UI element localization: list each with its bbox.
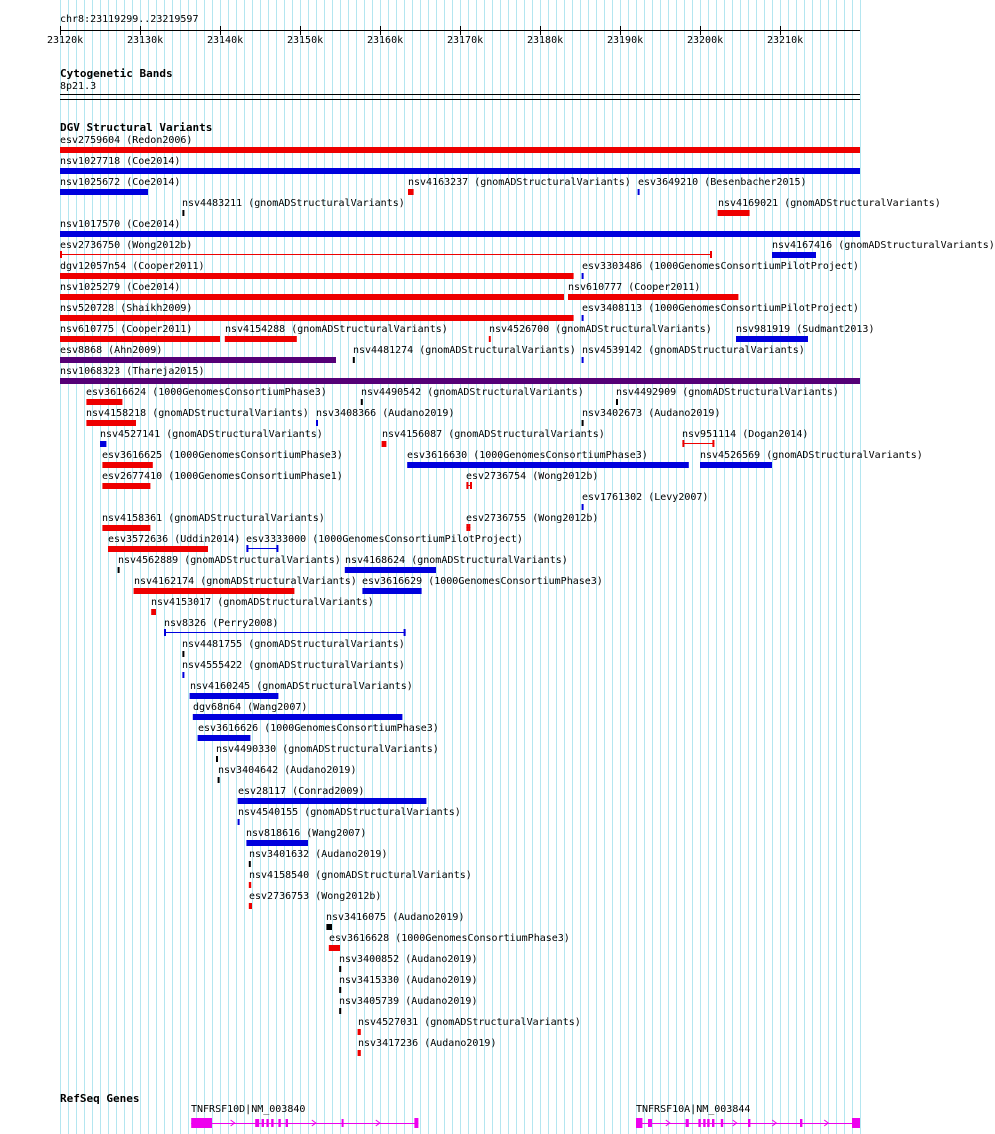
variant-connector[interactable] (164, 632, 406, 633)
variant-bar[interactable] (225, 336, 297, 342)
variant-bar[interactable] (60, 357, 336, 363)
variant-label[interactable]: esv2736755 (Wong2012b) (466, 513, 599, 524)
variant-label[interactable]: nsv4527141 (gnomADStructuralVariants) (100, 429, 323, 440)
variant-end-cap[interactable] (276, 545, 278, 552)
variant-bar[interactable] (102, 462, 152, 468)
variant-label[interactable]: esv3616624 (1000GenomesConsortiumPhase3) (86, 387, 327, 398)
variant-end-cap[interactable] (470, 482, 472, 489)
variant-label[interactable]: nsv951114 (Dogan2014) (682, 429, 809, 440)
variant-label[interactable]: nsv4483211 (gnomADStructuralVariants) (182, 198, 405, 209)
ruler-tick (60, 26, 61, 35)
ruler-tick (540, 26, 541, 35)
cytoband-track-title[interactable]: Cytogenetic Bands (60, 67, 173, 80)
gene-exon[interactable] (748, 1119, 750, 1127)
gene-exon[interactable] (648, 1119, 652, 1127)
variant-label[interactable]: nsv4158361 (gnomADStructuralVariants) (102, 513, 325, 524)
variant-label[interactable]: nsv4158218 (gnomADStructuralVariants) (86, 408, 309, 419)
variant-bar[interactable] (182, 672, 184, 678)
gene-exon[interactable] (255, 1119, 259, 1127)
gene-exon[interactable] (721, 1119, 723, 1127)
variant-bar[interactable] (339, 1008, 341, 1014)
variant-end-cap[interactable] (468, 524, 470, 531)
variant-label[interactable]: nsv4162174 (gnomADStructuralVariants) (134, 576, 357, 587)
ruler-tick (380, 26, 381, 35)
variant-bar[interactable] (182, 210, 184, 216)
variant-label[interactable]: nsv4481755 (gnomADStructuralVariants) (182, 639, 405, 650)
variant-label[interactable]: nsv3416075 (Audano2019) (326, 912, 465, 923)
cytoband-line-top (60, 94, 860, 95)
variant-label[interactable]: nsv8326 (Perry2008) (164, 618, 279, 629)
ruler-tick (220, 26, 221, 35)
variant-label[interactable]: nsv610775 (Cooper2011) (60, 324, 193, 335)
variant-label[interactable]: nsv1025279 (Coe2014) (60, 282, 181, 293)
variant-label[interactable]: dgv68n64 (Wang2007) (193, 702, 308, 713)
ruler-tick-label: 23190k (607, 35, 644, 46)
variant-bar[interactable] (246, 840, 308, 846)
variant-bar[interactable] (582, 357, 584, 363)
variant-label[interactable]: esv3649210 (Besenbacher2015) (638, 177, 807, 188)
variant-label[interactable]: esv2677410 (1000GenomesConsortiumPhase1) (102, 471, 343, 482)
variant-label[interactable]: nsv818616 (Wang2007) (246, 828, 367, 839)
variant-label[interactable]: nsv3404642 (Audano2019) (218, 765, 357, 776)
variant-label[interactable]: esv8868 (Ahn2009) (60, 345, 163, 356)
variant-bar[interactable] (134, 588, 295, 594)
variant-label[interactable]: esv3616629 (1000GenomesConsortiumPhase3) (362, 576, 603, 587)
variant-bar[interactable] (100, 441, 106, 447)
gene-exon[interactable] (800, 1119, 802, 1127)
variant-bar[interactable] (568, 294, 738, 300)
variant-label[interactable]: nsv4168624 (gnomADStructuralVariants) (345, 555, 568, 566)
variant-label[interactable]: nsv3408366 (Audano2019) (316, 408, 455, 419)
variant-label[interactable]: esv2736753 (Wong2012b) (249, 891, 382, 902)
variant-bar[interactable] (407, 462, 689, 468)
gene-exon[interactable] (703, 1119, 705, 1127)
gene-exon[interactable] (286, 1119, 288, 1127)
variant-end-cap[interactable] (164, 629, 166, 636)
variant-bar[interactable] (249, 882, 251, 888)
variant-bar[interactable] (102, 525, 150, 531)
variant-label[interactable]: esv3303486 (1000GenomesConsortiumPilotProject) (582, 261, 859, 272)
variant-label[interactable]: nsv1017570 (Coe2014) (60, 219, 181, 230)
variant-bar[interactable] (339, 966, 341, 972)
variant-label[interactable]: esv2759604 (Redon2006) (60, 135, 193, 146)
variant-bar[interactable] (60, 168, 860, 174)
variant-label[interactable]: nsv4153017 (gnomADStructuralVariants) (151, 597, 374, 608)
variant-bar[interactable] (582, 273, 584, 279)
gene-exon[interactable] (278, 1119, 280, 1127)
variant-bar[interactable] (616, 399, 618, 405)
variant-bar[interactable] (151, 609, 156, 615)
variant-label[interactable]: nsv4163237 (gnomADStructuralVariants) (408, 177, 631, 188)
variant-label[interactable]: nsv4169021 (gnomADStructuralVariants) (718, 198, 941, 209)
ruler-track[interactable] (0, 0, 890, 60)
variant-label[interactable]: nsv4540155 (gnomADStructuralVariants) (238, 807, 461, 818)
variant-end-cap[interactable] (60, 251, 62, 258)
variant-label[interactable]: nsv4562889 (gnomADStructuralVariants) (118, 555, 341, 566)
gene-exon[interactable] (712, 1119, 714, 1127)
refseq-track-title[interactable]: RefSeq Genes (60, 1092, 140, 1105)
variant-bar[interactable] (582, 315, 584, 321)
variant-connector[interactable] (682, 443, 714, 444)
variant-label[interactable]: nsv3402673 (Audano2019) (582, 408, 721, 419)
variant-bar[interactable] (772, 252, 816, 258)
variant-bar[interactable] (339, 987, 341, 993)
ruler-tick (300, 26, 301, 35)
variant-end-cap[interactable] (712, 440, 714, 447)
variant-label[interactable]: nsv4539142 (gnomADStructuralVariants) (582, 345, 805, 356)
variant-bar[interactable] (345, 567, 436, 573)
variant-label[interactable]: nsv4555422 (gnomADStructuralVariants) (182, 660, 405, 671)
variant-bar[interactable] (638, 189, 640, 195)
variant-bar[interactable] (108, 546, 208, 552)
variant-label[interactable]: nsv4158540 (gnomADStructuralVariants) (249, 870, 472, 881)
variant-label[interactable]: esv3572636 (Uddin2014) (108, 534, 241, 545)
variant-bar[interactable] (700, 462, 772, 468)
variant-end-cap[interactable] (682, 440, 684, 447)
variant-bar[interactable] (326, 924, 332, 930)
variant-end-cap[interactable] (246, 545, 248, 552)
variant-bar[interactable] (582, 420, 584, 426)
variant-bar[interactable] (60, 231, 860, 237)
gene-label[interactable]: TNFRSF10A|NM_003844 (636, 1104, 751, 1115)
cytoband-line-bottom (60, 99, 860, 100)
variant-bar[interactable] (249, 903, 252, 909)
ruler-tick (780, 26, 781, 35)
variant-label[interactable]: esv28117 (Conrad2009) (238, 786, 365, 797)
variant-bar[interactable] (408, 189, 414, 195)
variant-label[interactable]: nsv4481274 (gnomADStructuralVariants) (353, 345, 576, 356)
variant-end-cap[interactable] (404, 629, 406, 636)
variant-bar[interactable] (316, 420, 318, 426)
variant-label[interactable]: nsv1068323 (Thareja2015) (60, 366, 205, 377)
ruler-tick (620, 26, 621, 35)
gene-exon[interactable] (271, 1119, 273, 1127)
variant-bar[interactable] (218, 777, 220, 783)
variant-label[interactable]: dgv12057n54 (Cooper2011) (60, 261, 205, 272)
ruler-tick (460, 26, 461, 35)
variant-label[interactable]: esv2736754 (Wong2012b) (466, 471, 599, 482)
variant-connector[interactable] (246, 548, 278, 549)
variant-label[interactable]: nsv3400852 (Audano2019) (339, 954, 478, 965)
variant-label[interactable]: esv3408113 (1000GenomesConsortiumPilotProject) (582, 303, 859, 314)
variant-bar[interactable] (361, 399, 363, 405)
ruler-tick-label: 23180k (527, 35, 564, 46)
variant-label[interactable]: nsv4154288 (gnomADStructuralVariants) (225, 324, 448, 335)
variant-bar[interactable] (60, 336, 220, 342)
variant-bar[interactable] (86, 399, 122, 405)
variant-label[interactable]: esv3616630 (1000GenomesConsortiumPhase3) (407, 450, 648, 461)
variant-bar[interactable] (358, 1029, 361, 1035)
variant-bar[interactable] (190, 693, 279, 699)
ruler-tick-label: 23160k (367, 35, 404, 46)
variant-label[interactable]: nsv4490542 (gnomADStructuralVariants) (361, 387, 584, 398)
variant-bar[interactable] (60, 147, 860, 153)
ruler-tick-label: 23120k (47, 35, 84, 46)
variant-bar[interactable] (60, 294, 564, 300)
gene-intron-line[interactable] (191, 1123, 418, 1124)
variant-label[interactable]: nsv4490330 (gnomADStructuralVariants) (216, 744, 439, 755)
variant-bar[interactable] (358, 1050, 361, 1056)
variant-label[interactable]: esv3616625 (1000GenomesConsortiumPhase3) (102, 450, 343, 461)
ruler-tick-label: 23130k (127, 35, 164, 46)
variant-label[interactable]: nsv4156087 (gnomADStructuralVariants) (382, 429, 605, 440)
variant-bar[interactable] (60, 189, 148, 195)
variant-label[interactable]: esv3616628 (1000GenomesConsortiumPhase3) (329, 933, 570, 944)
variant-label[interactable]: nsv520728 (Shaikh2009) (60, 303, 193, 314)
gene-exon[interactable] (698, 1119, 700, 1127)
ruler-tick (140, 26, 141, 35)
variant-label[interactable]: esv1761302 (Levy2007) (582, 492, 709, 503)
gene-exon[interactable] (636, 1118, 642, 1128)
variant-label[interactable]: nsv4526569 (gnomADStructuralVariants) (700, 450, 923, 461)
variant-label[interactable]: nsv4492909 (gnomADStructuralVariants) (616, 387, 839, 398)
variant-bar[interactable] (86, 420, 136, 426)
variant-label[interactable]: nsv610777 (Cooper2011) (568, 282, 701, 293)
variant-label[interactable]: nsv1027718 (Coe2014) (60, 156, 181, 167)
variant-label[interactable]: nsv3417236 (Audano2019) (358, 1038, 497, 1049)
variant-label[interactable]: nsv4167416 (gnomADStructuralVariants) (772, 240, 995, 251)
variant-bar[interactable] (198, 735, 251, 741)
variant-bar[interactable] (362, 588, 421, 594)
variant-bar[interactable] (489, 336, 491, 342)
variant-bar[interactable] (216, 756, 218, 762)
ruler-tick-label: 23210k (767, 35, 804, 46)
variant-bar[interactable] (60, 273, 574, 279)
variant-label[interactable]: nsv981919 (Sudmant2013) (736, 324, 875, 335)
gene-exon[interactable] (342, 1119, 344, 1127)
variant-label[interactable]: nsv4526700 (gnomADStructuralVariants) (489, 324, 712, 335)
variant-bar[interactable] (249, 861, 251, 867)
variant-bar[interactable] (102, 483, 150, 489)
variant-label[interactable]: nsv3415330 (Audano2019) (339, 975, 478, 986)
variant-label[interactable]: nsv3401632 (Audano2019) (249, 849, 388, 860)
variant-end-cap[interactable] (466, 524, 468, 531)
variant-bar[interactable] (238, 798, 427, 804)
variant-label[interactable]: nsv1025672 (Coe2014) (60, 177, 181, 188)
ruler-tick-label: 23200k (687, 35, 724, 46)
variant-end-cap[interactable] (466, 482, 468, 489)
gene-exon[interactable] (266, 1119, 268, 1127)
variant-label[interactable]: esv3333000 (1000GenomesConsortiumPilotProject) (246, 534, 523, 545)
gene-exon[interactable] (414, 1118, 418, 1128)
gene-label[interactable]: TNFRSF10D|NM_003840 (191, 1104, 306, 1115)
cytoband-label[interactable]: 8p21.3 (60, 81, 97, 92)
variant-label[interactable]: nsv4527031 (gnomADStructuralVariants) (358, 1017, 581, 1028)
variant-bar[interactable] (329, 945, 340, 951)
variant-bar[interactable] (718, 210, 750, 216)
variant-bar[interactable] (238, 819, 240, 825)
gene-exon[interactable] (686, 1119, 689, 1127)
variant-bar[interactable] (582, 504, 584, 510)
ruler-tick-label: 23150k (287, 35, 324, 46)
variant-end-cap[interactable] (710, 251, 712, 258)
variant-label[interactable]: esv3616626 (1000GenomesConsortiumPhase3) (198, 723, 439, 734)
dgv-track-title[interactable]: DGV Structural Variants (60, 121, 213, 134)
variant-label[interactable]: nsv3405739 (Audano2019) (339, 996, 478, 1007)
variant-bar[interactable] (182, 651, 184, 657)
position-readout: chr8:23119299..23219597 (60, 14, 199, 25)
variant-bar[interactable] (118, 567, 120, 573)
variant-connector[interactable] (60, 254, 712, 255)
ruler-tick-label: 23170k (447, 35, 484, 46)
variant-label[interactable]: nsv4160245 (gnomADStructuralVariants) (190, 681, 413, 692)
ruler-tick (700, 26, 701, 35)
gene-exon[interactable] (262, 1119, 264, 1127)
variant-bar[interactable] (60, 378, 860, 384)
variant-bar[interactable] (193, 714, 403, 720)
ruler-tick-label: 23140k (207, 35, 244, 46)
gene-exon[interactable] (191, 1118, 212, 1128)
variant-bar[interactable] (353, 357, 355, 363)
variant-bar[interactable] (736, 336, 808, 342)
gene-exon[interactable] (707, 1119, 709, 1127)
variant-label[interactable]: esv2736750 (Wong2012b) (60, 240, 193, 251)
variant-bar[interactable] (382, 441, 387, 447)
variant-bar[interactable] (60, 315, 574, 321)
gene-exon[interactable] (852, 1118, 860, 1128)
